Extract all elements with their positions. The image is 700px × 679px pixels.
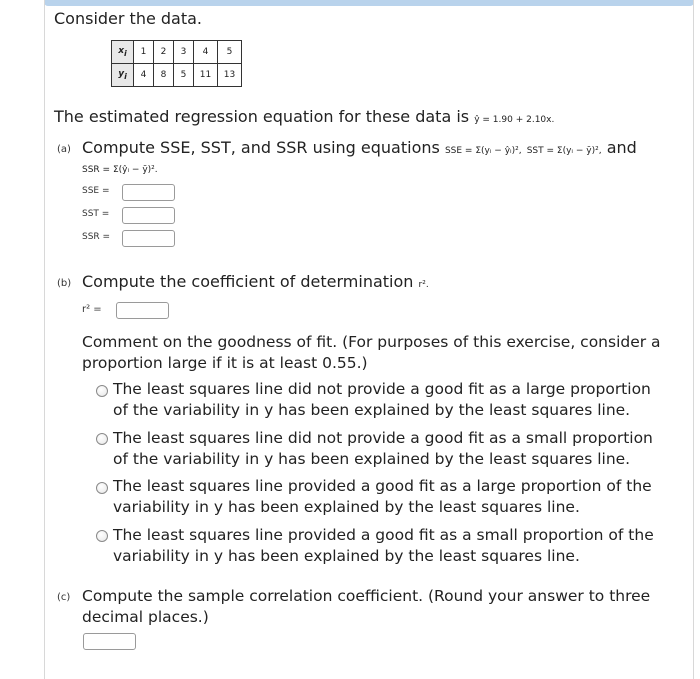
comment-instructions: Comment on the goodness of fit. (For purposes of this exercise, consider a proportion large if it is at least 0.55.) (82, 333, 661, 372)
table-cell: 1 (134, 41, 154, 64)
left-border (44, 0, 45, 679)
table-cell: 11 (194, 64, 218, 87)
intro-text: Consider the data. (54, 9, 203, 28)
sse-label: SSE = (82, 186, 110, 196)
table-cell: 8 (154, 64, 174, 87)
r2-symbol: r². (418, 280, 429, 290)
sse-input[interactable] (122, 184, 175, 201)
table-cell: 5 (218, 41, 242, 64)
option-radio-1[interactable] (96, 385, 108, 397)
table-cell: 3 (174, 41, 194, 64)
regression-statement: The estimated regression equation for these data is ŷ = 1.90 + 2.10x. (54, 107, 555, 126)
part-a-question: Compute SSE, SST, and SSR using equations SSE = Σ(yᵢ − ŷᵢ)², SST = Σ(yᵢ − ȳ)², and (82, 138, 637, 157)
option-radio-2[interactable] (96, 433, 108, 445)
sse-equation: SSE = Σ(yᵢ − ŷᵢ)², (444, 146, 522, 156)
ssr-input[interactable] (122, 230, 175, 247)
option-2[interactable]: The least squares line did not provide a good fit as a small proportion of the variability in y has been explained by the least squares line. (113, 429, 653, 468)
correlation-input[interactable] (83, 633, 136, 650)
data-table (111, 40, 242, 87)
ssr-equation: SSR = Σ(ŷᵢ − ȳ)². (82, 165, 158, 175)
table-row-y (112, 64, 242, 87)
sst-equation: SST = Σ(yᵢ − ȳ)², (526, 146, 602, 156)
right-border (693, 0, 694, 679)
table-row-x (112, 41, 242, 64)
top-accent-bar (44, 0, 694, 6)
y-header: $y_i$ (112, 64, 134, 87)
table-cell: 5 (174, 64, 194, 87)
option-radio-3[interactable] (96, 482, 108, 494)
table-cell: 4 (194, 41, 218, 64)
table-cell: 4 (134, 64, 154, 87)
regression-equation: ŷ = 1.90 + 2.10x. (474, 115, 555, 125)
r2-input[interactable] (116, 302, 169, 319)
option-3[interactable]: The least squares line provided a good fit as a large proportion of the variability in y has been explained by the least squares line. (113, 477, 652, 516)
table-cell: 13 (218, 64, 242, 87)
sst-input[interactable] (122, 207, 175, 224)
option-radio-4[interactable] (96, 530, 108, 542)
table-cell: 2 (154, 41, 174, 64)
sst-label: SST = (82, 209, 110, 219)
part-a-tag: (a) (57, 144, 71, 155)
part-b-tag: (b) (57, 278, 72, 289)
option-1[interactable]: The least squares line did not provide a good fit as a large proportion of the variability in y has been explained by the least squares line. (113, 380, 651, 419)
x-header: $x_i$ (112, 41, 134, 64)
part-c-question: Compute the sample correlation coefficient. (Round your answer to three decimal places.) (82, 587, 651, 626)
r2-label: r² = (82, 304, 102, 315)
ssr-label: SSR = (82, 232, 111, 242)
part-b-question: Compute the coefficient of determination r². (82, 272, 429, 291)
part-c-tag: (c) (57, 592, 71, 603)
option-4[interactable]: The least squares line provided a good fit as a small proportion of the variability in y has been explained by the least squares line. (113, 526, 654, 565)
